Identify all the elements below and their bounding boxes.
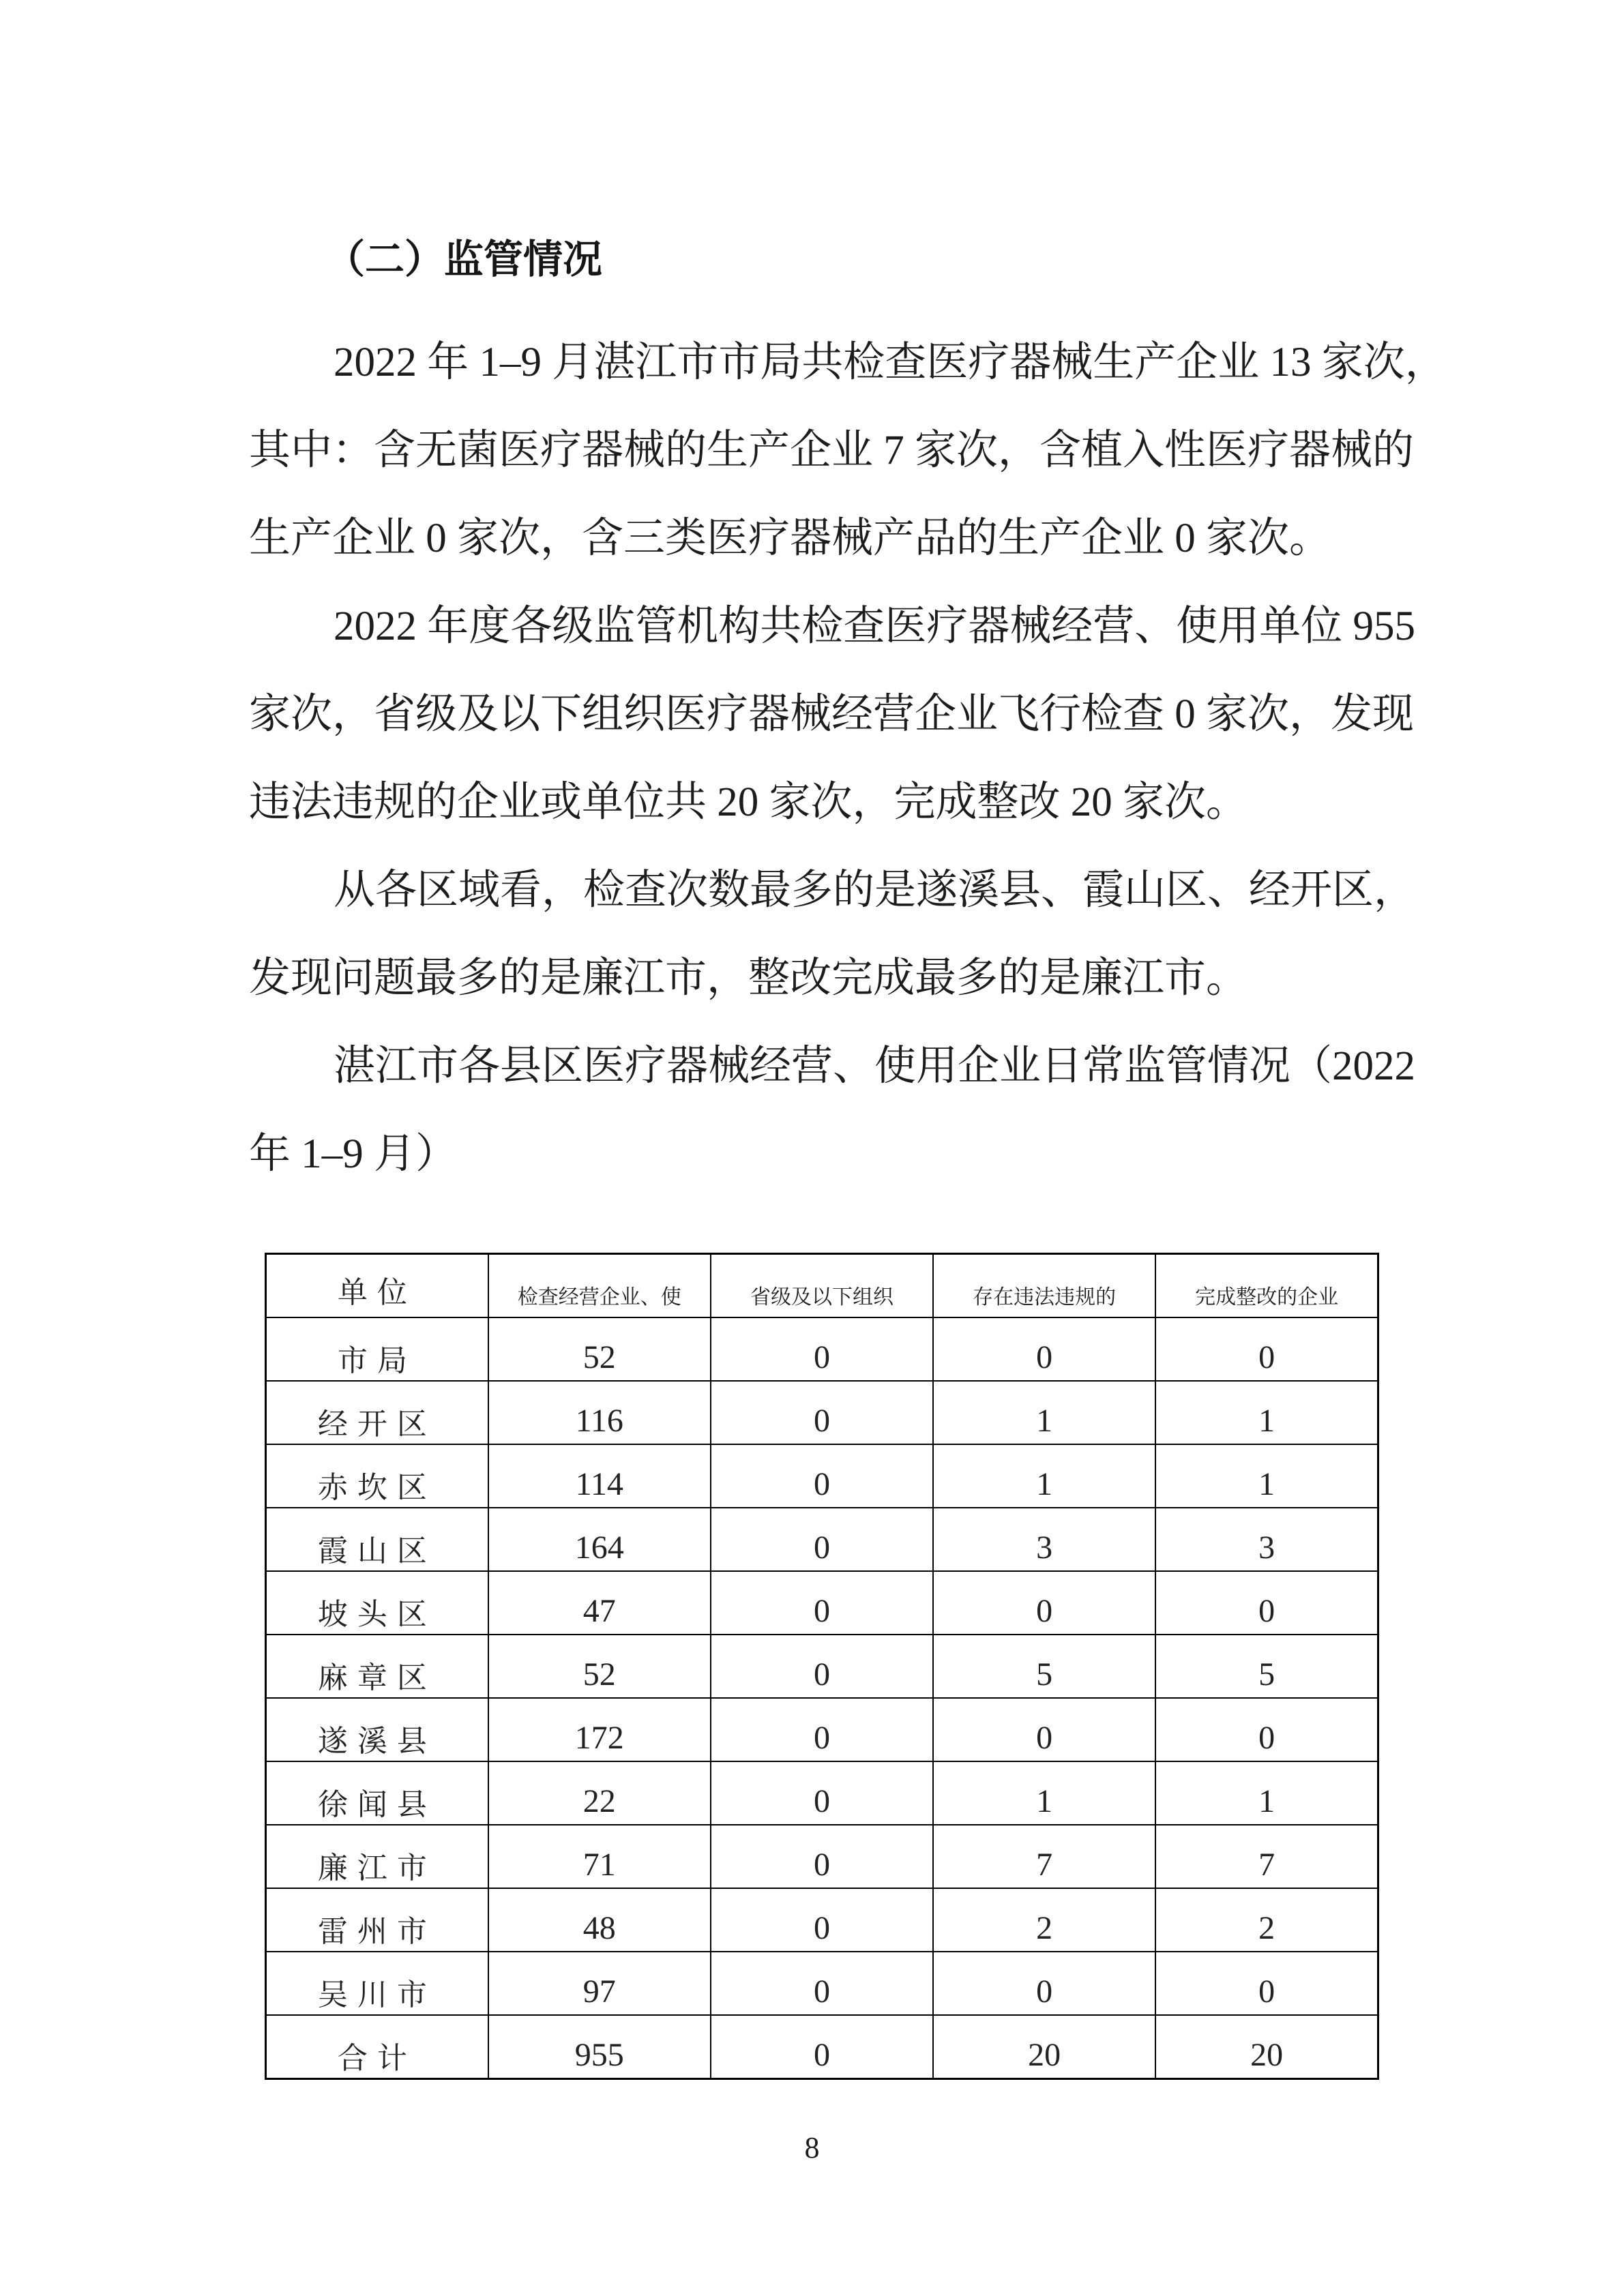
cell-value: 2 <box>1155 1888 1378 1952</box>
cell-value: 0 <box>933 1952 1155 2015</box>
header-unit: 单位 <box>266 1254 488 1317</box>
cell-value: 0 <box>711 1825 933 1888</box>
paragraph-line: 2022 年度各级监管机构共检查医疗器械经营、使用单位 955 <box>334 603 1416 649</box>
body-text <box>249 318 1447 1198</box>
row-label: 霞山区 <box>266 1508 488 1571</box>
cell-value: 114 <box>488 1444 711 1508</box>
cell-value: 1 <box>933 1381 1155 1444</box>
cell-value: 1 <box>1155 1761 1378 1825</box>
header-violations: 存在违法违规的 <box>933 1254 1155 1317</box>
table-header-row <box>266 1254 1378 1317</box>
cell-value: 0 <box>711 1317 933 1381</box>
paragraph-line: 年 1–9 月） <box>249 1131 458 1177</box>
paragraph-line: 生产企业 0 家次，含三类医疗器械产品的生产企业 0 家次。 <box>249 516 1331 561</box>
row-label: 徐闻县 <box>266 1761 488 1825</box>
cell-value: 71 <box>488 1825 711 1888</box>
header-rectified: 完成整改的企业 <box>1155 1254 1378 1317</box>
cell-value: 7 <box>933 1825 1155 1888</box>
cell-value: 0 <box>711 1888 933 1952</box>
cell-value: 0 <box>711 1698 933 1761</box>
row-label: 市局 <box>266 1317 488 1381</box>
table-row <box>266 1698 1378 1761</box>
cell-value: 0 <box>711 1952 933 2015</box>
cell-value: 955 <box>488 2015 711 2079</box>
section-heading: （二）监管情况 <box>325 237 603 282</box>
cell-value: 0 <box>711 1444 933 1508</box>
cell-value: 3 <box>933 1508 1155 1571</box>
cell-value: 1 <box>933 1444 1155 1508</box>
cell-value: 22 <box>488 1761 711 1825</box>
cell-value: 47 <box>488 1571 711 1635</box>
cell-value: 0 <box>711 2015 933 2079</box>
table-row <box>266 1635 1378 1698</box>
cell-value: 0 <box>1155 1571 1378 1635</box>
table-row-total <box>266 2015 1378 2079</box>
table-row <box>266 1952 1378 2015</box>
cell-value: 0 <box>711 1508 933 1571</box>
row-label: 吴川市 <box>266 1952 488 2015</box>
paragraph-line: 其中：含无菌医疗器械的生产企业 7 家次，含植入性医疗器械的 <box>249 428 1415 473</box>
cell-value: 5 <box>1155 1635 1378 1698</box>
cell-value: 1 <box>933 1761 1155 1825</box>
paragraph-line: 违法违规的企业或单位共 20 家次，完成整改 20 家次。 <box>249 779 1248 825</box>
paragraph-line: 从各区域看，检查次数最多的是遂溪县、霞山区、经开区， <box>334 867 1416 913</box>
supervision-table <box>265 1253 1379 2080</box>
cell-value: 3 <box>1155 1508 1378 1571</box>
cell-value: 0 <box>711 1381 933 1444</box>
cell-value: 52 <box>488 1317 711 1381</box>
cell-value: 0 <box>933 1698 1155 1761</box>
table-row <box>266 1825 1378 1888</box>
table-row <box>266 1444 1378 1508</box>
row-label: 遂溪县 <box>266 1698 488 1761</box>
cell-value: 172 <box>488 1698 711 1761</box>
cell-value: 0 <box>1155 1317 1378 1381</box>
cell-value: 1 <box>1155 1444 1378 1508</box>
cell-value: 0 <box>711 1571 933 1635</box>
table-row <box>266 1317 1378 1381</box>
cell-value: 0 <box>1155 1698 1378 1761</box>
paragraph-line: 发现问题最多的是廉江市，整改完成最多的是廉江市。 <box>249 955 1248 1001</box>
cell-value: 7 <box>1155 1825 1378 1888</box>
cell-value: 1 <box>1155 1381 1378 1444</box>
cell-value: 2 <box>933 1888 1155 1952</box>
cell-value: 20 <box>1155 2015 1378 2079</box>
row-label: 经开区 <box>266 1381 488 1444</box>
paragraph-line: 湛江市各县区医疗器械经营、使用企业日常监管情况（2022 <box>334 1043 1416 1089</box>
cell-value: 52 <box>488 1635 711 1698</box>
row-label: 麻章区 <box>266 1635 488 1698</box>
cell-value: 97 <box>488 1952 711 2015</box>
cell-value: 0 <box>933 1571 1155 1635</box>
cell-value: 5 <box>933 1635 1155 1698</box>
cell-value: 116 <box>488 1381 711 1444</box>
cell-value: 0 <box>1155 1952 1378 2015</box>
paragraph-line: 家次，省级及以下组织医疗器械经营企业飞行检查 0 家次，发现 <box>249 691 1415 737</box>
row-label: 赤坎区 <box>266 1444 488 1508</box>
table-row <box>266 1381 1378 1444</box>
cell-value: 20 <box>933 2015 1155 2079</box>
table-row <box>266 1571 1378 1635</box>
cell-value: 164 <box>488 1508 711 1571</box>
table-row <box>266 1508 1378 1571</box>
header-provincial: 省级及以下组织 <box>711 1254 933 1317</box>
table-row <box>266 1761 1378 1825</box>
page-number: 8 <box>804 2131 820 2164</box>
row-label: 雷州市 <box>266 1888 488 1952</box>
row-label: 坡头区 <box>266 1571 488 1635</box>
paragraph-line: 2022 年 1–9 月湛江市市局共检查医疗器械生产企业 13 家次， <box>334 340 1447 385</box>
row-label: 合计 <box>266 2015 488 2079</box>
cell-value: 48 <box>488 1888 711 1952</box>
header-inspected: 检查经营企业、使 <box>488 1254 711 1317</box>
cell-value: 0 <box>711 1635 933 1698</box>
cell-value: 0 <box>933 1317 1155 1381</box>
row-label: 廉江市 <box>266 1825 488 1888</box>
table-row <box>266 1888 1378 1952</box>
cell-value: 0 <box>711 1761 933 1825</box>
